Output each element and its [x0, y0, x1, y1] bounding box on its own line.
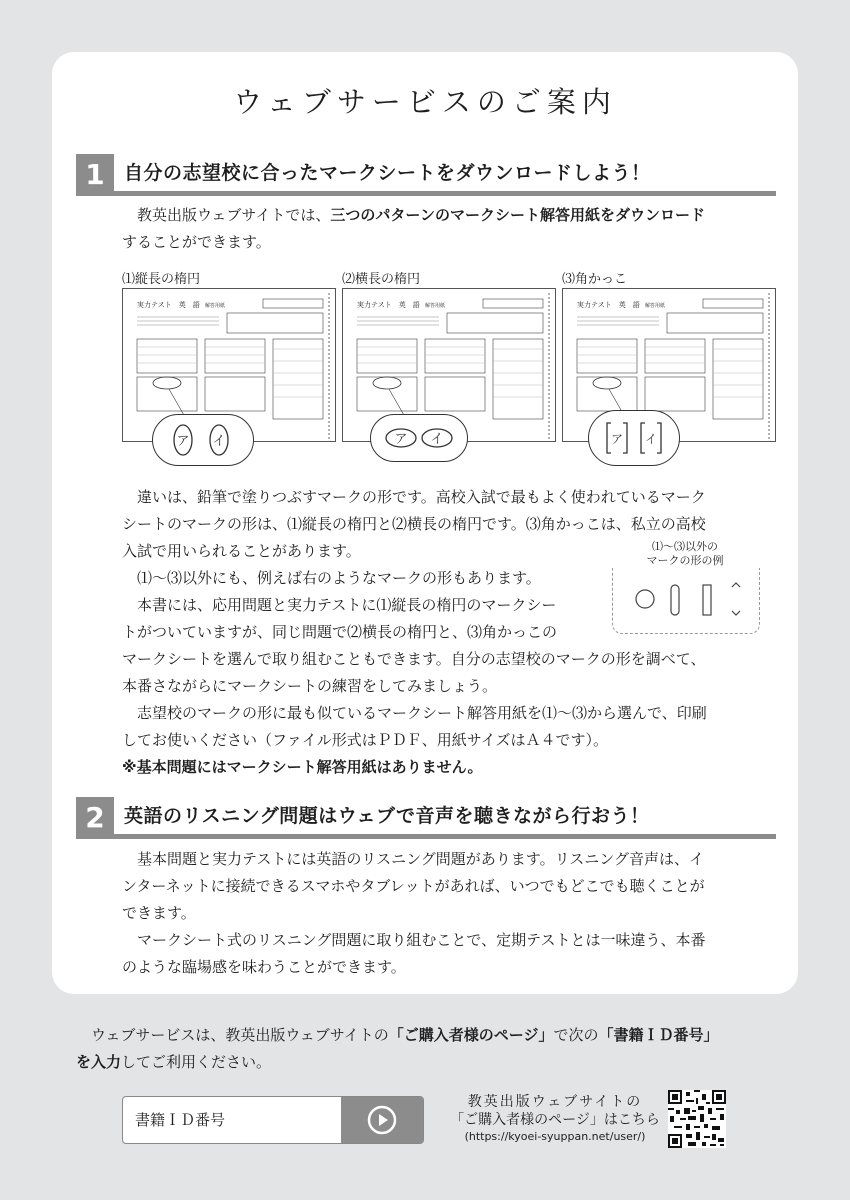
body-line: トがついていますが、同じ問題で⑵横長の楕円と、⑶角かっこの: [122, 623, 558, 641]
sheet-subtitle: 解答用紙: [425, 303, 446, 309]
section-1-number: 1: [76, 154, 114, 194]
rect-mark-icon: [703, 585, 711, 615]
submit-button[interactable]: [341, 1097, 423, 1143]
body-line: してお使いください（ファイル形式はＰＤＦ、用紙サイズはＡ４です）。: [122, 731, 609, 749]
body-line: ⑴〜⑶以外にも、例えば右のようなマークの形もあります。: [122, 569, 541, 587]
book-id-label: 書籍ＩＤ番号: [135, 1111, 226, 1129]
sheet-subtitle: 解答用紙: [205, 303, 226, 309]
zoom-mark-a: ア: [394, 432, 408, 447]
body-line: のような臨場感を味わうことができます。: [122, 958, 406, 976]
zoom-mark-i: イ: [644, 432, 658, 446]
circle-mark-icon: [636, 590, 654, 608]
website-line-2: 「ご購入者様のページ」はこちら: [450, 1112, 660, 1128]
section-2-heading: 英語のリスニング問題はウェブで音声を聴きながら行おう！: [124, 805, 650, 827]
zoom-mark-a: ア: [610, 432, 624, 446]
zoom-square-brackets: [588, 410, 680, 466]
sheet-label-3: ⑶角かっこ: [562, 272, 628, 287]
example-title-line-1: ⑴〜⑶以外の: [652, 540, 718, 553]
zoom-horizontal-oval: [370, 414, 468, 462]
sheet-title: 実力テスト 英 語: [357, 301, 420, 309]
footer-bold-text: 「書籍ＩＤ番号」: [598, 1026, 719, 1044]
body-line: マークシート式のリスニング問題に取り組むことで、定期テストとは一味違う、本番: [122, 931, 706, 949]
body-line: シートのマークの形は、⑴縦長の楕円と⑵横長の楕円です。⑶角かっこは、私立の高校: [122, 515, 706, 533]
zoom-mark-i: イ: [212, 434, 226, 449]
body-line: 入試で用いられることがあります。: [122, 542, 361, 560]
section-2-header: [76, 797, 776, 837]
footer-text: してご利用ください。: [121, 1053, 272, 1071]
footer-instructions: [76, 1022, 786, 1076]
website-url[interactable]: (https://kyoei-syuppan.net/user/): [464, 1130, 646, 1143]
sheet-subtitle: 解答用紙: [645, 303, 666, 309]
section-2-rule: [76, 834, 776, 839]
note-text: ※基本問題にはマークシート解答用紙はありません。: [122, 758, 483, 776]
section-1-intro: [122, 202, 772, 256]
body-line: マークシートを選んで取り組むこともできます。自分の志望校のマークの形を調べて、: [122, 650, 706, 668]
footer-text: ウェブサービスは、教英出版ウェブサイトの: [76, 1026, 389, 1044]
sheet-label-1: ⑴縦長の楕円: [122, 272, 201, 287]
website-line-1: 教英出版ウェブサイトの: [467, 1094, 643, 1110]
sheet-title: 実力テスト 英 語: [577, 301, 640, 309]
chevron-mark-icon: [732, 583, 740, 615]
body-line: ンターネットに接続できるスマホやタブレットがあれば、いつでもどこでも聴くことが: [122, 877, 705, 895]
footer-bold-text: 「ご購入者様のページ」: [388, 1026, 554, 1044]
zoom-vertical-oval: [152, 414, 254, 466]
website-info: [450, 1093, 660, 1145]
zoom-mark-a: ア: [176, 434, 190, 449]
intro-text-2: することができます。: [122, 233, 271, 251]
book-id-input[interactable]: [122, 1096, 424, 1144]
body-line: 違いは、鉛筆で塗りつぶすマークの形です。高校入試で最もよく使われているマーク: [122, 488, 706, 506]
section-1-heading: 自分の志望校に合ったマークシートをダウンロードしよう！: [124, 162, 651, 184]
body-line: 基本問題と実力テストには英語のリスニング問題があります。リスニング音声は、イ: [122, 850, 705, 868]
body-line: できます。: [122, 904, 196, 922]
body-line: 本書には、応用問題と実力テストに⑴縦長の楕円のマークシー: [122, 596, 557, 614]
section-2-number: 2: [76, 797, 114, 837]
example-title-line-2: マークの形の例: [646, 554, 724, 567]
footer-text: で次の: [553, 1026, 599, 1044]
section-1-rule: [76, 191, 776, 196]
intro-text: 教英出版ウェブサイトでは、: [122, 206, 331, 224]
mark-shape-example-title: [604, 540, 766, 568]
sheet-label-2: ⑵横長の楕円: [342, 272, 421, 287]
section-1-header: [76, 154, 776, 194]
play-icon: [366, 1104, 398, 1136]
intro-bold-text: 三つのパターンのマークシート解答用紙をダウンロード: [330, 206, 706, 224]
page-title: ウェブサービスのご案内: [233, 85, 617, 119]
qr-code-icon[interactable]: [668, 1090, 726, 1148]
section-2-body: [122, 846, 782, 981]
sheet-title: 実力テスト 英 語: [137, 301, 200, 309]
zoom-mark-i: イ: [430, 432, 444, 447]
footer-bold-text: を入力: [76, 1053, 122, 1071]
body-line: 本番さながらにマークシートの練習をしてみましょう。: [122, 677, 498, 695]
body-line: 志望校のマークの形に最も似ているマークシート解答用紙を⑴〜⑶から選んで、印刷: [122, 704, 707, 722]
rounded-rect-mark-icon: [671, 585, 679, 615]
